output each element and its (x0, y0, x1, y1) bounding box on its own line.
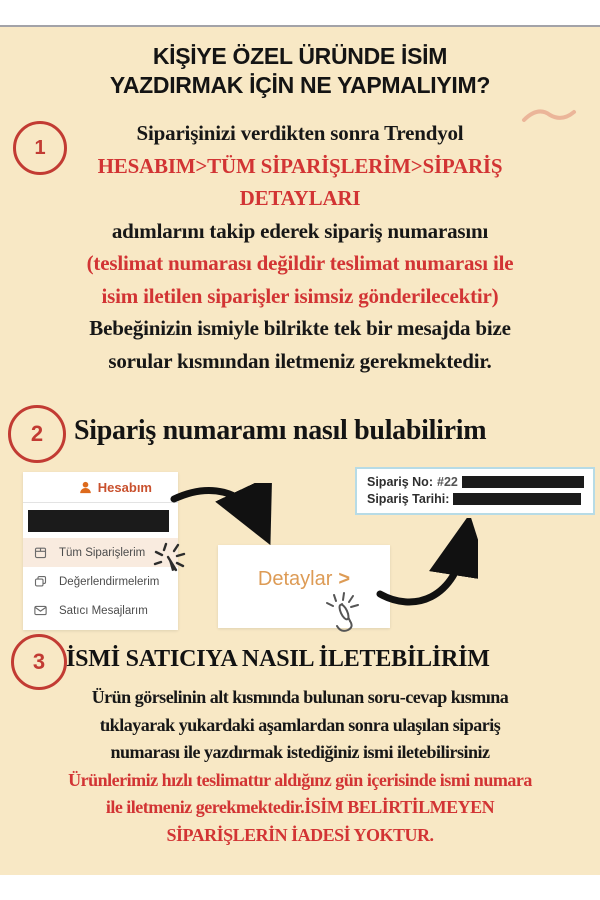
account-header-label: Hesabım (97, 479, 152, 495)
menu-item-label: Değerlendirmelerim (59, 575, 160, 588)
step1-line: sorular kısmından iletmeniz gerekmektedir. (108, 348, 492, 373)
step1-line: isim iletilen siparişler isimsiz gönderilecektir) (101, 283, 499, 308)
reviews-icon (33, 574, 48, 589)
step3-line: SİPARİŞLERİN İADESİ YOKTUR. (166, 824, 434, 845)
step3-line: Ürünlerimiz hızlı teslimattır aldığınz gün içerisinde ismi numara (68, 769, 532, 790)
order-no-row (367, 473, 593, 490)
step3-text-block (0, 684, 600, 849)
step1-line: DETAYLARI (239, 186, 361, 210)
step1-line: (teslimat numarası değildir teslimat numarası ile (86, 251, 514, 275)
step3-line: ile iletmeniz gerekmektedir.İSİM BELİRTİLMEYEN (105, 797, 495, 817)
step1-line: adımlarını takip ederek sipariş numarasını (111, 218, 489, 243)
step2-heading: Sipariş numaramı nasıl bulabilirim (74, 415, 487, 446)
page-title-line2: YAZDIRMAK İÇİN NE YAPMALIYIM? (109, 72, 491, 98)
tap-hand-icon (320, 591, 366, 633)
detaylar-link (218, 568, 390, 591)
step1-line: Bebeğinizin ismiyle bilrikte tek bir mesajda bize (89, 316, 511, 340)
order-no-label: Sipariş No: (367, 474, 433, 489)
envelope-icon (33, 603, 48, 618)
redaction-bar (28, 510, 169, 532)
account-header (23, 472, 178, 503)
order-no-value: #22 (437, 474, 458, 489)
page-title (0, 42, 600, 100)
order-date-label: Sipariş Tarihi: (367, 491, 450, 506)
step3-line: Ürün görselinin alt kısmında bulunan soru-cevap kısmına (91, 687, 509, 707)
step1-line: Siparişinizi verdikten sonra Trendyol (136, 121, 464, 145)
arrow-details-to-order (372, 518, 478, 608)
order-details-screenshot (218, 545, 390, 628)
page-title-line1: KİŞİYE ÖZEL ÜRÜNDE İSİM (152, 43, 448, 69)
menu-item-satici-mesajlarim (23, 596, 178, 625)
redaction-bar (462, 476, 584, 488)
orders-bag-icon (33, 545, 48, 560)
detaylar-label: Detaylar (257, 568, 333, 590)
step1-text-block (20, 117, 580, 377)
step3-number: 3 (32, 649, 46, 674)
chevron-right-icon: > (338, 568, 351, 590)
order-number-screenshot (355, 467, 595, 515)
step3-line: numarası ile yazdırmak istediğiniz ismi iletebilirsiniz (110, 742, 490, 762)
step2-number: 2 (30, 421, 44, 446)
step2-number-badge (8, 405, 66, 463)
menu-item-label: Satıcı Mesajlarım (59, 604, 148, 617)
order-date-row (367, 490, 593, 507)
redaction-bar (453, 493, 581, 505)
step1-number: 1 (34, 136, 46, 159)
step1-line: HESABIM>TÜM SİPARİŞLERİM>SİPARİŞ (97, 153, 503, 178)
step3-heading: İSMİ SATICIYA NASIL İLETEBİLİRİM (66, 646, 490, 672)
step3-line: tıklayarak yukardaki aşamlardan sonra ulaşılan sipariş (99, 714, 501, 735)
arrow-account-to-details (168, 483, 274, 547)
menu-item-label: Tüm Siparişlerim (59, 546, 146, 559)
step3-number-badge (11, 634, 67, 690)
person-icon (78, 480, 93, 495)
